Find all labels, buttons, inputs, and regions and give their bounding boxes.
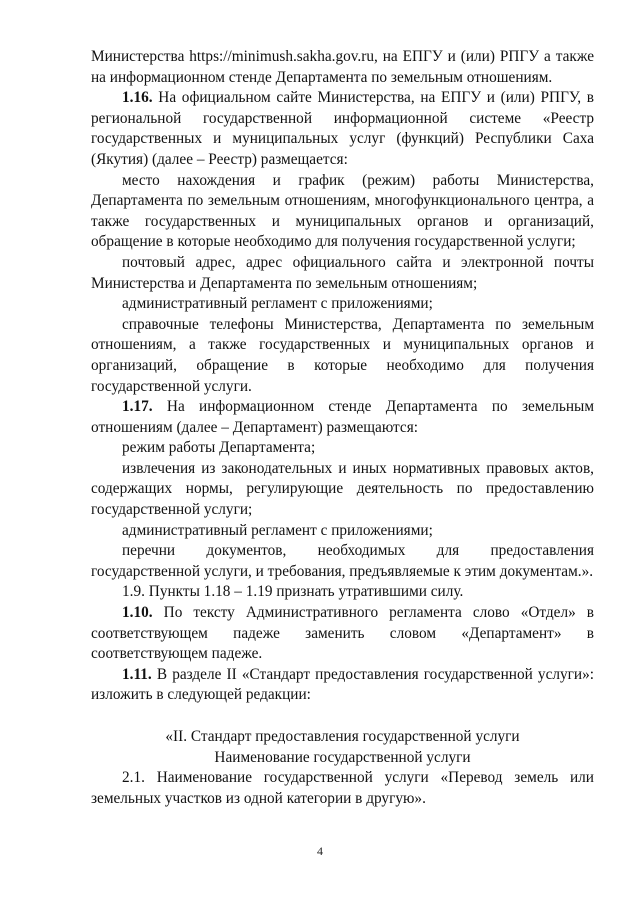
paragraph-1-16: 1.16. На официальном сайте Министерства, на ЕПГУ и (или) РПГУ, в региональной государственной информационной системе «Реестр государственных и муниципальных услуг (функций) Республики Саха (Якутия) (далее – Реестр) размещается: [91, 89, 594, 168]
clause-number: 1.17. [122, 398, 153, 416]
paragraph: административный регламент с приложениями; [122, 295, 433, 313]
spacer [91, 706, 594, 727]
section-heading: «II. Стандарт предоставления государственной услуги [165, 728, 520, 745]
paragraph-1-10: 1.10. По тексту Административного регламента слово «Отдел» в соответствующем падеже заменить словом «Департамент» в соответствующем падеже. [91, 604, 594, 663]
subsection-heading: Наименование государственной услуги [214, 748, 471, 766]
paragraph: перечни документов, необходимых для предоставления государственной услуги, и требования, предъявляемые к этим документам.». [91, 542, 594, 580]
paragraph: почтовый адрес, адрес официального сайта и электронной почты Министерства и Департамента по земельным отношениям; [91, 253, 594, 292]
page-number: 4 [317, 844, 323, 858]
paragraph: Министерства https://minimush.sakha.gov.ru, на ЕПГУ и (или) РПГУ а также на информационном стенде Департамента по земельным отношениям. [91, 48, 594, 86]
paragraph-2-1: 2.1. Наименование государственной услуги «Перевод земель или земельных участков из одной категории в другую». [91, 769, 594, 807]
paragraph: место нахождения и график (режим) работы Министерства, Департамента по земельным отношениям, многофункционального центра, а также государственных и муниципальных органов и организаций, обращение в которые необходимо для получения государственной услуги; [91, 171, 594, 251]
paragraph: административный регламент с приложениями; [122, 521, 433, 539]
paragraph: режим работы Департамента; [122, 439, 316, 457]
clause-number: 1.11. [122, 665, 152, 683]
paragraph: извлечения из законодательных и иных нормативных правовых актов, содержащих нормы, регулирующие деятельность по предоставлению государственной услуги; [91, 459, 594, 519]
clause-number: 1.10. [122, 604, 153, 622]
paragraph-1-11: 1.11. В разделе II «Стандарт предоставления государственной услуги»: изложить в следующей редакции: [91, 665, 595, 704]
body-text [91, 47, 594, 809]
clause-number: 1.16. [122, 89, 153, 107]
paragraph: 1.9. Пункты 1.18 – 1.19 признать утратившими силу. [122, 583, 464, 601]
paragraph-1-17: 1.17. На информационном стенде Департамента по земельным отношениям (далее – Департамент) размещаются: [91, 398, 595, 436]
paragraph: справочные телефоны Министерства, Департамента по земельным отношениям, а также государственных и муниципальных органов и организаций, обращение в которые необходимо для получения государственной услуги. [91, 315, 594, 395]
